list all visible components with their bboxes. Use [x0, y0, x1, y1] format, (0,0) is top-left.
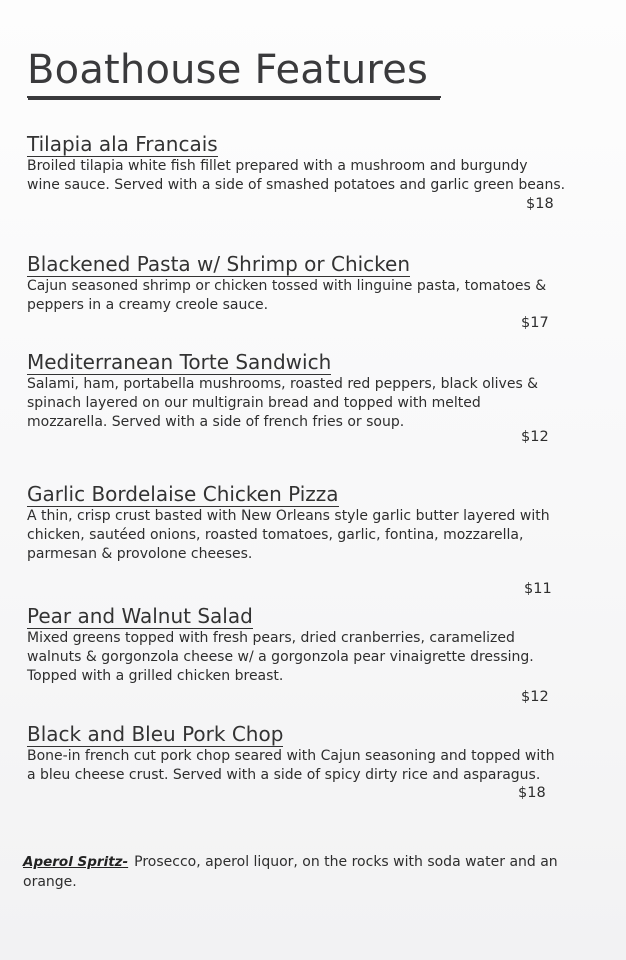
description-line: Mixed greens topped with fresh pears, dried cranberries, caramelized	[27, 630, 515, 646]
menu-item-description	[27, 375, 572, 432]
description-line: walnuts & gorgonzola cheese w/ a gorgonzola pear vinaigrette dressing.	[27, 649, 534, 665]
page-title: Boathouse Features	[27, 44, 441, 98]
menu-item-name: Mediterranean Torte Sandwich	[27, 350, 332, 374]
description-line: chicken, sautéed onions, roasted tomatoes, garlic, fontina, mozzarella,	[27, 527, 524, 543]
menu-item-price: $18	[526, 196, 554, 212]
description-line: a bleu cheese crust. Served with a side of spicy dirty rice and asparagus.	[27, 767, 541, 783]
menu-item-price: $12	[521, 689, 549, 705]
description-line: parmesan & provolone cheeses.	[27, 546, 253, 562]
description-line: peppers in a creamy creole sauce.	[27, 297, 269, 313]
menu-item	[27, 604, 572, 686]
menu-item-description	[27, 277, 572, 315]
menu-item-price: $18	[518, 785, 546, 801]
menu-item-name: Tilapia ala Francais	[27, 132, 218, 156]
menu-item-description	[27, 629, 572, 686]
menu-item-price: $12	[521, 429, 549, 445]
description-line: Bone-in french cut pork chop seared with Cajun seasoning and topped with	[27, 748, 555, 764]
description-line: mozzarella. Served with a side of french fries or soup.	[27, 414, 405, 430]
description-line: spinach layered on our multigrain bread and topped with melted	[27, 395, 481, 411]
menu-item	[27, 252, 572, 315]
menu-item-description	[27, 507, 572, 564]
menu-item	[27, 482, 572, 564]
menu-item	[27, 722, 572, 785]
description-line: Salami, ham, portabella mushrooms, roasted red peppers, black olives &	[27, 376, 539, 392]
description-line: A thin, crisp crust basted with New Orleans style garlic butter layered with	[27, 508, 550, 524]
menu-item-name: Garlic Bordelaise Chicken Pizza	[27, 482, 339, 506]
menu-item-price: $17	[521, 315, 549, 331]
description-line: wine sauce. Served with a side of smashed potatoes and garlic green beans.	[27, 177, 566, 193]
description-line: Broiled tilapia white fish fillet prepared with a mushroom and burgundy	[27, 158, 528, 174]
menu-item	[27, 132, 572, 195]
drink-name: Aperol Spritz-	[23, 854, 129, 870]
drink-description-continued: orange.	[23, 874, 77, 890]
menu-item-name: Black and Bleu Pork Chop	[27, 722, 284, 746]
menu-item-description	[27, 747, 572, 785]
drink-special	[23, 852, 583, 892]
menu-item-description	[27, 157, 572, 195]
description-line: Topped with a grilled chicken breast.	[27, 668, 284, 684]
drink-description: Prosecco, aperol liquor, on the rocks with soda water and an	[134, 854, 558, 870]
description-line: Cajun seasoned shrimp or chicken tossed with linguine pasta, tomatoes &	[27, 278, 547, 294]
menu-item-price: $11	[524, 581, 552, 597]
menu-item	[27, 350, 572, 432]
menu-item-name: Blackened Pasta w/ Shrimp or Chicken	[27, 252, 411, 276]
menu-item-name: Pear and Walnut Salad	[27, 604, 253, 628]
